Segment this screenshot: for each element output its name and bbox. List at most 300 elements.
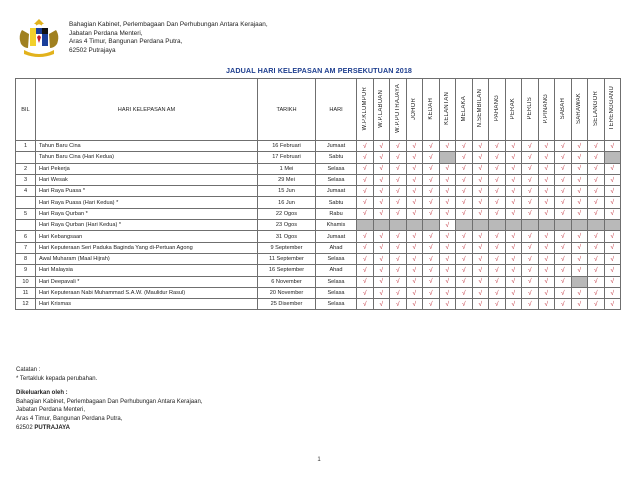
check-mark-icon: √ xyxy=(478,233,483,241)
state-label: PERAK xyxy=(510,97,517,120)
check-mark-icon: √ xyxy=(544,187,549,195)
table-row xyxy=(16,174,621,185)
state-check-cell xyxy=(489,141,506,152)
check-mark-icon: √ xyxy=(478,142,483,150)
check-mark-icon: √ xyxy=(560,289,565,297)
state-check-cell xyxy=(571,174,588,185)
state-label: TERENGGANU xyxy=(609,86,616,131)
check-mark-icon: √ xyxy=(610,278,615,286)
check-mark-icon: √ xyxy=(560,255,565,263)
header-state xyxy=(373,79,390,141)
state-check-cell xyxy=(489,253,506,264)
state-check-cell xyxy=(588,152,605,163)
state-shaded-cell xyxy=(406,220,423,231)
state-check-cell xyxy=(390,299,407,310)
state-label: W.P.PUTRAJAYA xyxy=(394,84,401,133)
check-mark-icon: √ xyxy=(478,266,483,274)
state-check-cell xyxy=(522,276,539,287)
check-mark-icon: √ xyxy=(428,233,433,241)
state-label: KELANTAN xyxy=(444,92,451,125)
check-mark-icon: √ xyxy=(544,233,549,241)
check-mark-icon: √ xyxy=(412,153,417,161)
state-check-cell xyxy=(588,163,605,174)
check-mark-icon: √ xyxy=(478,278,483,286)
state-check-cell xyxy=(489,276,506,287)
check-mark-icon: √ xyxy=(593,210,598,218)
header-state xyxy=(538,79,555,141)
check-mark-icon: √ xyxy=(577,233,582,241)
state-check-cell xyxy=(472,174,489,185)
state-check-cell xyxy=(423,186,440,197)
check-mark-icon: √ xyxy=(461,278,466,286)
state-check-cell xyxy=(357,299,374,310)
check-mark-icon: √ xyxy=(610,187,615,195)
check-mark-icon: √ xyxy=(412,176,417,184)
check-mark-icon: √ xyxy=(560,165,565,173)
check-mark-icon: √ xyxy=(445,165,450,173)
check-mark-icon: √ xyxy=(362,289,367,297)
state-check-cell xyxy=(456,287,473,298)
state-check-cell xyxy=(555,208,572,219)
state-check-cell xyxy=(555,253,572,264)
check-mark-icon: √ xyxy=(544,153,549,161)
check-mark-icon: √ xyxy=(511,300,516,308)
check-mark-icon: √ xyxy=(544,199,549,207)
row-date: 6 November xyxy=(258,276,316,287)
state-label: P.PINANG xyxy=(543,93,550,124)
state-check-cell xyxy=(538,141,555,152)
check-mark-icon: √ xyxy=(412,289,417,297)
row-date: 16 Jun xyxy=(258,197,316,208)
state-check-cell xyxy=(439,299,456,310)
row-bil: 2 xyxy=(16,163,36,174)
check-mark-icon: √ xyxy=(412,210,417,218)
state-check-cell xyxy=(522,287,539,298)
check-mark-icon: √ xyxy=(494,244,499,252)
state-check-cell xyxy=(472,208,489,219)
check-mark-icon: √ xyxy=(478,244,483,252)
state-check-cell xyxy=(357,265,374,276)
state-shaded-cell xyxy=(588,220,605,231)
check-mark-icon: √ xyxy=(494,300,499,308)
header-state xyxy=(472,79,489,141)
check-mark-icon: √ xyxy=(560,199,565,207)
state-check-cell xyxy=(489,163,506,174)
state-check-cell xyxy=(489,197,506,208)
row-holiday-name: Hari Pekerja xyxy=(36,163,258,174)
check-mark-icon: √ xyxy=(494,278,499,286)
header-holiday: HARI KELEPASAN AM xyxy=(36,79,258,141)
state-shaded-cell xyxy=(357,220,374,231)
row-day: Selasa xyxy=(316,174,357,185)
state-check-cell xyxy=(456,265,473,276)
state-shaded-cell xyxy=(604,220,621,231)
row-bil: 8 xyxy=(16,253,36,264)
state-check-cell xyxy=(357,163,374,174)
state-check-cell xyxy=(588,174,605,185)
state-check-cell xyxy=(423,231,440,242)
state-check-cell xyxy=(588,231,605,242)
state-check-cell xyxy=(538,163,555,174)
check-mark-icon: √ xyxy=(560,233,565,241)
row-holiday-name: Hari Malaysia xyxy=(36,265,258,276)
state-check-cell xyxy=(571,141,588,152)
check-mark-icon: √ xyxy=(527,199,532,207)
check-mark-icon: √ xyxy=(428,153,433,161)
state-check-cell xyxy=(538,186,555,197)
row-day: Jumaat xyxy=(316,141,357,152)
state-check-cell xyxy=(571,197,588,208)
notes-section xyxy=(16,366,202,432)
check-mark-icon: √ xyxy=(412,266,417,274)
check-mark-icon: √ xyxy=(593,266,598,274)
table-body xyxy=(16,141,621,310)
state-check-cell xyxy=(406,197,423,208)
state-check-cell xyxy=(489,265,506,276)
state-label: PAHANG xyxy=(493,95,500,122)
issued-postcode: 62502 xyxy=(16,424,35,431)
state-shaded-cell xyxy=(456,220,473,231)
state-check-cell xyxy=(439,174,456,185)
state-check-cell xyxy=(555,276,572,287)
row-day: Selasa xyxy=(316,287,357,298)
row-bil: 9 xyxy=(16,265,36,276)
check-mark-icon: √ xyxy=(362,244,367,252)
check-mark-icon: √ xyxy=(428,266,433,274)
row-holiday-name: Hari Raya Qurban * xyxy=(36,208,258,219)
check-mark-icon: √ xyxy=(461,255,466,263)
row-bil: 1 xyxy=(16,141,36,152)
check-mark-icon: √ xyxy=(412,199,417,207)
check-mark-icon: √ xyxy=(379,199,384,207)
state-check-cell xyxy=(604,299,621,310)
state-check-cell xyxy=(604,253,621,264)
state-check-cell xyxy=(439,208,456,219)
check-mark-icon: √ xyxy=(560,187,565,195)
issued-city: PUTRAJAYA xyxy=(34,424,70,431)
check-mark-icon: √ xyxy=(478,289,483,297)
state-check-cell xyxy=(390,265,407,276)
state-check-cell xyxy=(423,299,440,310)
row-holiday-name: Hari Raya Qurban (Hari Kedua) * xyxy=(36,220,258,231)
check-mark-icon: √ xyxy=(511,199,516,207)
check-mark-icon: √ xyxy=(593,300,598,308)
page-title: JADUAL HARI KELEPASAN AM PERSEKUTUAN 2018 xyxy=(225,66,413,75)
check-mark-icon: √ xyxy=(511,278,516,286)
check-mark-icon: √ xyxy=(362,153,367,161)
check-mark-icon: √ xyxy=(577,187,582,195)
check-mark-icon: √ xyxy=(527,300,532,308)
check-mark-icon: √ xyxy=(445,221,450,229)
row-day: Rabu xyxy=(316,208,357,219)
state-shaded-cell xyxy=(522,220,539,231)
check-mark-icon: √ xyxy=(428,278,433,286)
row-holiday-name: Hari Krismas xyxy=(36,299,258,310)
header-state xyxy=(423,79,440,141)
state-check-cell xyxy=(456,242,473,253)
check-mark-icon: √ xyxy=(610,244,615,252)
check-mark-icon: √ xyxy=(461,165,466,173)
check-mark-icon: √ xyxy=(395,278,400,286)
check-mark-icon: √ xyxy=(511,244,516,252)
check-mark-icon: √ xyxy=(610,210,615,218)
check-mark-icon: √ xyxy=(395,210,400,218)
state-shaded-cell xyxy=(439,152,456,163)
check-mark-icon: √ xyxy=(445,278,450,286)
state-check-cell xyxy=(439,186,456,197)
state-check-cell xyxy=(522,231,539,242)
row-date: 25 Disember xyxy=(258,299,316,310)
check-mark-icon: √ xyxy=(494,210,499,218)
state-check-cell xyxy=(456,208,473,219)
row-bil: 12 xyxy=(16,299,36,310)
state-check-cell xyxy=(373,152,390,163)
check-mark-icon: √ xyxy=(379,255,384,263)
state-check-cell xyxy=(357,231,374,242)
state-check-cell xyxy=(555,152,572,163)
state-check-cell xyxy=(456,163,473,174)
row-holiday-name: Hari Wesak xyxy=(36,174,258,185)
row-bil: 3 xyxy=(16,174,36,185)
state-check-cell xyxy=(472,186,489,197)
check-mark-icon: √ xyxy=(527,153,532,161)
state-check-cell xyxy=(439,220,456,231)
state-check-cell xyxy=(423,276,440,287)
row-bil: 7 xyxy=(16,242,36,253)
check-mark-icon: √ xyxy=(379,266,384,274)
row-holiday-name: Hari Deepavali * xyxy=(36,276,258,287)
state-check-cell xyxy=(604,197,621,208)
state-check-cell xyxy=(571,231,588,242)
state-check-cell xyxy=(439,163,456,174)
check-mark-icon: √ xyxy=(412,187,417,195)
check-mark-icon: √ xyxy=(362,199,367,207)
check-mark-icon: √ xyxy=(445,255,450,263)
state-check-cell xyxy=(472,197,489,208)
check-mark-icon: √ xyxy=(610,199,615,207)
state-check-cell xyxy=(522,265,539,276)
check-mark-icon: √ xyxy=(527,289,532,297)
check-mark-icon: √ xyxy=(362,255,367,263)
state-check-cell xyxy=(423,174,440,185)
state-check-cell xyxy=(423,197,440,208)
check-mark-icon: √ xyxy=(527,187,532,195)
state-check-cell xyxy=(373,299,390,310)
state-check-cell xyxy=(406,276,423,287)
state-label: SABAH xyxy=(559,97,566,120)
check-mark-icon: √ xyxy=(577,266,582,274)
row-bil: 5 xyxy=(16,208,36,219)
state-check-cell xyxy=(555,287,572,298)
state-shaded-cell xyxy=(571,220,588,231)
state-check-cell xyxy=(555,197,572,208)
check-mark-icon: √ xyxy=(610,255,615,263)
check-mark-icon: √ xyxy=(560,300,565,308)
state-check-cell xyxy=(390,186,407,197)
state-check-cell xyxy=(538,208,555,219)
check-mark-icon: √ xyxy=(379,210,384,218)
state-shaded-cell xyxy=(538,220,555,231)
state-check-cell xyxy=(571,163,588,174)
state-check-cell xyxy=(390,174,407,185)
state-check-cell xyxy=(472,141,489,152)
state-check-cell xyxy=(604,141,621,152)
state-check-cell xyxy=(390,287,407,298)
state-check-cell xyxy=(588,276,605,287)
check-mark-icon: √ xyxy=(544,255,549,263)
state-check-cell xyxy=(588,253,605,264)
state-shaded-cell xyxy=(555,220,572,231)
row-bil xyxy=(16,220,36,231)
header-state xyxy=(489,79,506,141)
state-check-cell xyxy=(406,186,423,197)
state-check-cell xyxy=(505,253,522,264)
state-check-cell xyxy=(505,299,522,310)
check-mark-icon: √ xyxy=(379,165,384,173)
check-mark-icon: √ xyxy=(560,244,565,252)
check-mark-icon: √ xyxy=(610,142,615,150)
check-mark-icon: √ xyxy=(560,142,565,150)
table-row xyxy=(16,141,621,152)
state-check-cell xyxy=(357,152,374,163)
check-mark-icon: √ xyxy=(593,153,598,161)
check-mark-icon: √ xyxy=(395,244,400,252)
table-row xyxy=(16,287,621,298)
state-check-cell xyxy=(604,208,621,219)
check-mark-icon: √ xyxy=(461,153,466,161)
state-check-cell xyxy=(423,141,440,152)
check-mark-icon: √ xyxy=(478,176,483,184)
check-mark-icon: √ xyxy=(428,187,433,195)
check-mark-icon: √ xyxy=(395,153,400,161)
check-mark-icon: √ xyxy=(593,165,598,173)
state-check-cell xyxy=(604,276,621,287)
check-mark-icon: √ xyxy=(494,187,499,195)
state-check-cell xyxy=(538,174,555,185)
check-mark-icon: √ xyxy=(445,187,450,195)
check-mark-icon: √ xyxy=(544,176,549,184)
state-check-cell xyxy=(489,208,506,219)
check-mark-icon: √ xyxy=(610,165,615,173)
state-check-cell xyxy=(373,186,390,197)
row-day: Selasa xyxy=(316,163,357,174)
header-state xyxy=(439,79,456,141)
check-mark-icon: √ xyxy=(395,187,400,195)
issued-line: Aras 4 Timur, Bangunan Perdana Putra, xyxy=(16,415,123,422)
state-check-cell xyxy=(406,208,423,219)
check-mark-icon: √ xyxy=(560,266,565,274)
state-check-cell xyxy=(505,265,522,276)
state-check-cell xyxy=(522,197,539,208)
agency-line: 62502 Putrajaya xyxy=(69,46,116,54)
check-mark-icon: √ xyxy=(593,142,598,150)
state-check-cell xyxy=(373,197,390,208)
check-mark-icon: √ xyxy=(362,210,367,218)
table-row xyxy=(16,242,621,253)
row-bil: 6 xyxy=(16,231,36,242)
check-mark-icon: √ xyxy=(412,278,417,286)
row-day: Jumaat xyxy=(316,186,357,197)
row-bil xyxy=(16,197,36,208)
state-shaded-cell xyxy=(373,220,390,231)
state-check-cell xyxy=(604,186,621,197)
check-mark-icon: √ xyxy=(362,233,367,241)
state-check-cell xyxy=(522,186,539,197)
row-date: 15 Jun xyxy=(258,186,316,197)
check-mark-icon: √ xyxy=(445,244,450,252)
state-check-cell xyxy=(373,265,390,276)
state-shaded-cell xyxy=(571,276,588,287)
check-mark-icon: √ xyxy=(527,255,532,263)
check-mark-icon: √ xyxy=(445,289,450,297)
state-check-cell xyxy=(357,276,374,287)
state-check-cell xyxy=(456,174,473,185)
issued-line: Bahagian Kabinet, Perlembagaan Dan Perhubungan Antara Kerajaan, xyxy=(16,398,203,405)
state-check-cell xyxy=(373,276,390,287)
state-shaded-cell xyxy=(423,220,440,231)
state-check-cell xyxy=(357,287,374,298)
check-mark-icon: √ xyxy=(379,278,384,286)
row-date: 9 September xyxy=(258,242,316,253)
state-check-cell xyxy=(390,231,407,242)
state-check-cell xyxy=(439,287,456,298)
state-check-cell xyxy=(373,163,390,174)
row-day: Ahad xyxy=(316,265,357,276)
state-check-cell xyxy=(423,242,440,253)
row-date: 16 September xyxy=(258,265,316,276)
row-date: 22 Ogos xyxy=(258,208,316,219)
table-row xyxy=(16,253,621,264)
check-mark-icon: √ xyxy=(610,233,615,241)
state-check-cell xyxy=(571,253,588,264)
check-mark-icon: √ xyxy=(527,142,532,150)
state-check-cell xyxy=(588,186,605,197)
state-check-cell xyxy=(538,231,555,242)
state-check-cell xyxy=(571,152,588,163)
table-row xyxy=(16,299,621,310)
check-mark-icon: √ xyxy=(593,233,598,241)
check-mark-icon: √ xyxy=(445,142,450,150)
state-check-cell xyxy=(538,197,555,208)
check-mark-icon: √ xyxy=(511,165,516,173)
check-mark-icon: √ xyxy=(511,255,516,263)
row-bil: 4 xyxy=(16,186,36,197)
check-mark-icon: √ xyxy=(445,233,450,241)
state-check-cell xyxy=(390,141,407,152)
row-date: 23 Ogos xyxy=(258,220,316,231)
state-check-cell xyxy=(538,287,555,298)
state-check-cell xyxy=(522,141,539,152)
state-check-cell xyxy=(538,152,555,163)
state-check-cell xyxy=(472,276,489,287)
check-mark-icon: √ xyxy=(527,210,532,218)
state-check-cell xyxy=(357,174,374,185)
state-shaded-cell xyxy=(472,220,489,231)
check-mark-icon: √ xyxy=(395,266,400,274)
check-mark-icon: √ xyxy=(527,176,532,184)
state-check-cell xyxy=(505,231,522,242)
state-check-cell xyxy=(472,152,489,163)
state-check-cell xyxy=(505,174,522,185)
check-mark-icon: √ xyxy=(379,300,384,308)
state-label: PERLIS xyxy=(526,97,533,120)
state-check-cell xyxy=(423,208,440,219)
header-day: HARI xyxy=(316,79,357,141)
check-mark-icon: √ xyxy=(461,187,466,195)
state-check-cell xyxy=(538,265,555,276)
state-check-cell xyxy=(406,242,423,253)
check-mark-icon: √ xyxy=(362,278,367,286)
